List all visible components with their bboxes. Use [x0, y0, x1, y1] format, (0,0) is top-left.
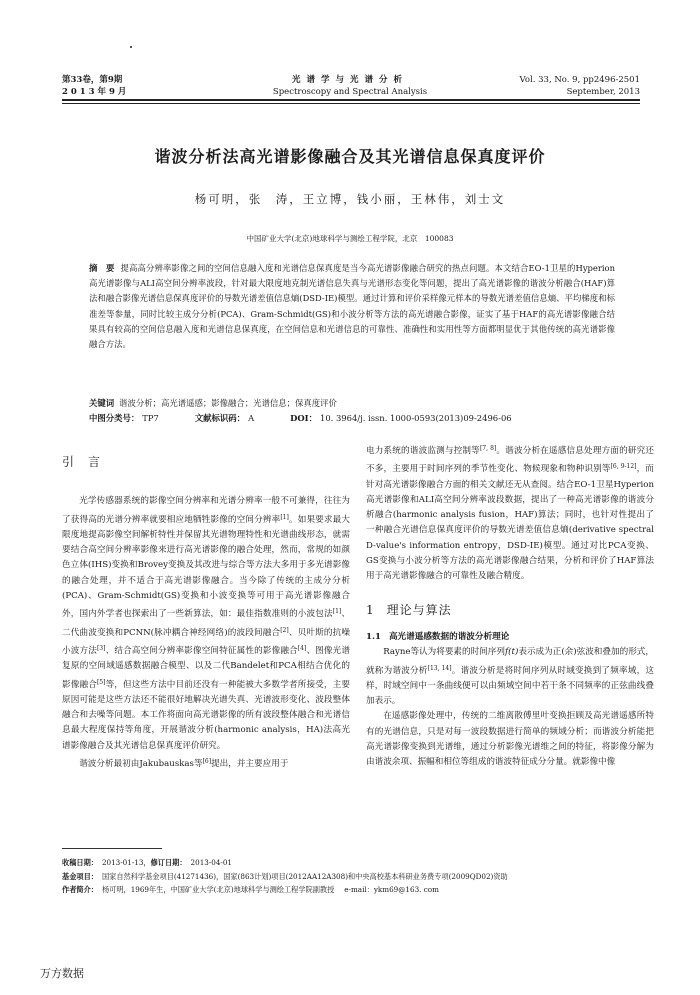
intro-heading: 引 言 — [62, 455, 102, 469]
section-1-paragraph-2: 在遥感影像处理中，传统的二维离散傅里叶变换拒顾及高光谱遥感所特有的光谱信息，只是对每一波段数据进行简单的频域分析；而谐波分析能把高光谱影像变换到光谱维，通过分析影像光谱维之间的特征，将影像分解为由谐波余项、振幅和相位等组成的谐波特征成分分量。就影像中像 — [366, 711, 654, 768]
citation[interactable]: [5] — [96, 678, 106, 686]
footnote-dates: 收稿日期： 2013-01-13，修订日期： 2013-04-01 — [62, 858, 232, 867]
journal-name: 光谱学与光谱分析 Spectroscopy and Spectral Analysis — [272, 75, 428, 97]
intro-paragraph-2: 谐波分析最初由Jakubauskas等[6]提出，并主要应用于 — [79, 758, 289, 770]
footnote-rule — [62, 848, 162, 849]
journal-pages-info: Vol. 33, No. 9, pp2496-2501 September, 2013 — [519, 75, 640, 97]
author-affiliation: 中国矿业大学(北京)地球科学与测绘工程学院，北京 100083 — [246, 234, 454, 243]
citation[interactable]: [3] — [96, 644, 106, 652]
citation[interactable]: [4] — [297, 644, 307, 652]
intro-continued: 电力系统的谐波监测与控制等[7, 8]。谐波分析在遥感信息处理方面的研究还不多，主要用于时间序列的季节性变化、物候现象和物种识别等[6, 9-12]，而针对高光谱影像融合方面的相关文献还无从查阅。结合EO-1卫星Hyperion高光谱影像和ALI高空间分辨率波段数据，提出了一种高光谱影像的谐波分析融合(harmonic analysis fusion，HAF)算法；同时，也针对性提出了一种融合光谱信息保真度评价的导数光谱差值信息熵(derivative spectral D-value's information entropy，DSD-IE)模型。通过对比PCA变换、GS变换与小波分析等方法的高光谱影像融合结果，分析和评价了HAF算法用于高光谱影像融合的可靠性及融合精度。 — [366, 445, 654, 582]
citation[interactable]: [1] — [280, 513, 289, 521]
right-column — [366, 441, 654, 771]
author-email[interactable]: e-mail：ykm69@163. com — [344, 885, 439, 894]
citation[interactable]: [6] — [202, 758, 212, 766]
classification-line: 中图分类号： TP7 文献标识码： A DOI： 10. 3964/j. issn. 1000-0593(2013)09-2496-06 — [89, 413, 512, 423]
keywords-label: 关键词 — [89, 398, 115, 408]
left-column — [62, 441, 350, 772]
citation[interactable]: [7, 8] — [479, 445, 497, 452]
abstract-label: 摘 要 — [89, 263, 115, 273]
keywords-text: 谐波分析；高光谱遥感；影像融合；光谱信息；保真度评价 — [119, 398, 337, 408]
paper-title: 谐波分析法高光谱影像融合及其光谱信息保真度评价 — [154, 147, 546, 166]
section-1-paragraph-1: Rayne等认为将要素的时间序列f(t)表示成为正(余)弦波和叠加的形式，就称为谐波分析[13, 14]。谐波分析是将时间序列从时域变换到了频率域，这样，时域空间中一条曲线便可以由频域空间中若干条不同频率的正弦曲线叠加表示。 — [366, 647, 654, 707]
paper-authors: 杨可明，张 涛，王立博，钱小丽，王林伟，刘士文 — [194, 192, 506, 206]
footnote-funding: 基金项目： 国家自然科学基金项目(41271436)，国家(863计划)项目(2012AA12A308)和中央高校基本科研业务费专项(2009QD02)资助 — [62, 871, 508, 881]
subsection-1-1-heading: 1.1 高光谱遥感数据的谐波分析理论 — [366, 631, 510, 642]
citation[interactable]: [6, 9-12] — [610, 463, 637, 471]
scan-speck — [130, 46, 132, 48]
header-rule-thick — [62, 99, 640, 101]
header-rule-thin — [62, 103, 640, 104]
footnotes — [62, 856, 642, 897]
wanfang-watermark: 万方数据 — [40, 967, 84, 980]
journal-volume-info: 第33卷，第9期 2 0 1 3 年 9 月 — [62, 75, 127, 97]
abstract — [89, 261, 615, 352]
keywords — [89, 396, 615, 411]
citation[interactable]: [2] — [280, 626, 289, 634]
section-1-heading: 1 理论与算法 — [366, 602, 452, 617]
footnote-author: 作者简介： 杨可明，1969年生，中国矿业大学(北京)地球科学与测绘工程学院副教授 e-mail：ykm69@163. com — [62, 885, 439, 894]
citation[interactable]: [1] — [332, 608, 342, 616]
abstract-text: 提高高分辨率影像之间的空间信息融入度和光谱信息保真度是当今高光谱影像融合研究的热点问题。本文结合EO-1卫星的Hyperion高光谱影像与ALI高空间分辨率波段，针对最大限度地克制光谱信息失真与光谱形态变化等问题，提出了高光谱影像的谐波分析融合(HAF)算法和融合影像光谱信息保真度评价的导数光谱差值信息熵(DSD-IE)模型。通过计算和评价采样像元样本的导数光谱差值信息熵、平均梯度和标准差等参量，同时比较主成分分析(PCA)、Gram-Schmidt(GS)和小波分析等方法的高光谱融合影像，证实了基于HAF的高光谱影像融合结果具有较高的空间信息融入度和光谱信息保真度，在空间信息和光谱信息的可靠性、准确性和实用性等方面都明显优于其他传统的高光谱影像融合方法。 — [89, 263, 615, 350]
citation[interactable]: [13, 14] — [427, 664, 452, 672]
doi-value: 10. 3964/j. issn. 1000-0593(2013)09-2496-06 — [319, 413, 512, 423]
intro-paragraph-1: 光学传感器系统的影像空间分辨率和光谱分辨率一般不可兼得，往往为了获得高的光谱分辨率就要相应地牺牲影像的空间分辨率[1]。如果要求最大限度地提高影像空间解析特性并保留其光谱物理特性和光谱曲线形态，就需要结合高空间分辨率影像来进行高光谱影像的融合处理，然而，常规的如颜色立体(IHS)变换和Brovey变换及其改进与综合等方法大多用于多光谱影像的融合处理，并不适合于高光谱影像融合。当今除了传统的主成分分析(PCA)、Gram-Schmidt(GS)变换和小波变换等可用于高光谱影像融合外，国内外学者也探索出了一些新算法，如：最佳指数准则的小波包法[1]、二代曲波变换和PCNN(脉冲耦合神经网络)的波段间融合[2]、贝叶斯的抗噪小波方法[3]、结合高空间分辨率影像空间特征属性的影像融合[4]、图像光谱复原的空间域遥感数据融合模型、以及二代Bandelet和PCA相结合优化的影像融合[5]等，但这些方法中目前还没有一种能被大多数学者所接受，主要原因可能是这些方法还不能很好地解决光谱失真、光谱波形变化、波段整体融合和去噪等问题。本工作将面向高光谱影像的所有波段整体融合和光谱信息最大程度保持等角度，开展谐波分析(harmonic analysis，HA)法高光谱影像融合及其光谱信息保真度评价研究。 — [62, 496, 350, 751]
